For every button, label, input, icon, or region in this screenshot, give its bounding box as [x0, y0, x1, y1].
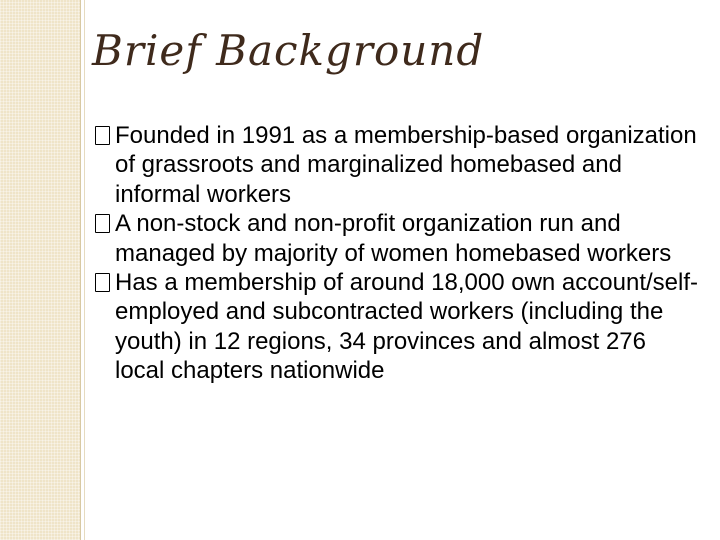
missing-glyph-box-icon — [95, 126, 110, 145]
decorative-side-band — [0, 0, 80, 540]
bullet-item — [95, 268, 700, 386]
bullet-item — [95, 121, 700, 209]
divider-line — [84, 0, 85, 540]
bullet-text: A non-stock and non-profit organization run and managed by majority of women homebased workers — [115, 210, 672, 267]
missing-glyph-box-icon — [95, 273, 110, 292]
bullet-list — [95, 121, 700, 386]
divider-line — [80, 0, 81, 540]
bullet-text: Founded in 1991 as a membership-based organization of grassroots and marginalized homebased and informal workers — [115, 122, 697, 208]
missing-glyph-box-icon — [95, 214, 110, 233]
bullet-text: Has a membership of around 18,000 own account/self-employed and subcontracted workers (including the youth) in 12 regions, 34 provinces and almost 276 local chapters nationwide — [115, 269, 698, 385]
slide-title: Brief Background — [92, 26, 485, 75]
bullet-item — [95, 209, 700, 268]
